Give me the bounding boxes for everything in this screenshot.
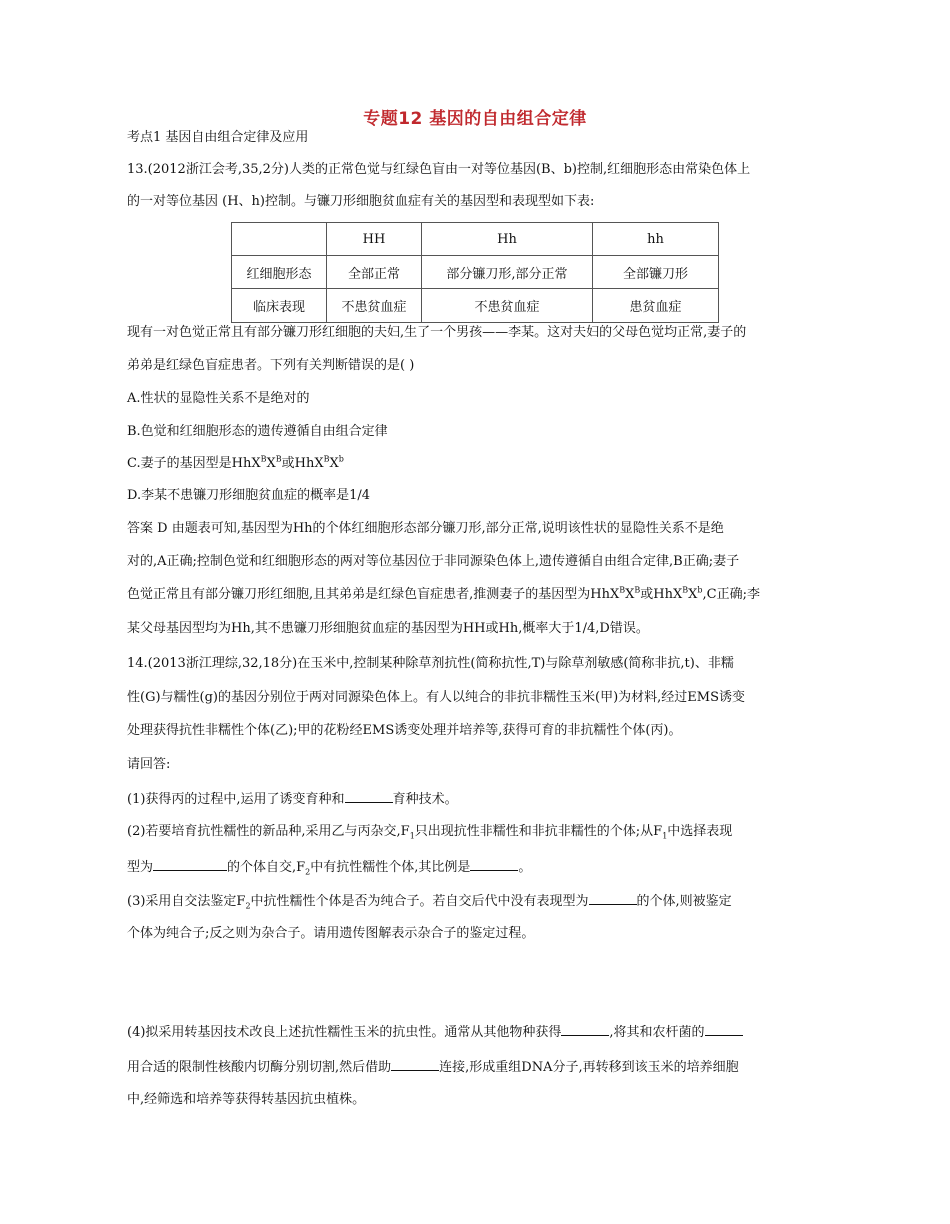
table-cell: HH [327, 223, 422, 256]
table-cell: 部分镰刀形,部分正常 [422, 256, 593, 289]
table-cell: 红细胞形态 [232, 256, 327, 289]
page-title: 专题12 基因的自由组合定律 [363, 109, 587, 129]
q14-stem-line-3: 处理获得抗性非糯性个体(乙);甲的花粉经EMS诱变处理并培养等,获得可育的非抗糯性个体(丙)。 [127, 723, 682, 738]
q13-stem-line-4: 弟弟是红绿色盲症患者。下列有关判断错误的是( ) [127, 358, 415, 373]
table-cell: Hh [422, 223, 593, 256]
section-heading: 考点1 基因自由组合定律及应用 [127, 130, 309, 145]
table-cell: 不患贫血症 [422, 289, 593, 323]
option-c: C.妻子的基因型是$HhX^BX^B$或$HhX^BX^b$ [127, 454, 344, 471]
answer-line-2: 对的,A正确;控制色觉和红细胞形态的两对等位基因位于非同源染色体上,遗传遵循自由组合定律,B正确;妻子 [127, 554, 740, 569]
q13-stem-line-3: 现有一对色觉正常且有部分镰刀形红细胞的夫妇,生了一个男孩——李某。这对夫妇的父母色觉均正常,妻子的 [127, 325, 747, 340]
answer-blank[interactable] [345, 789, 393, 803]
table-cell: 临床表现 [232, 289, 327, 323]
q14-part-4-line-1: (4)拟采用转基因技术改良上述抗性糯性玉米的抗虫性。通常从其他物种获得 ,将其和农杆菌的 [127, 1022, 743, 1042]
table-cell [232, 223, 327, 256]
table-row [232, 256, 719, 289]
genotype-phenotype-table [231, 222, 719, 323]
answer-line-4: 某父母基因型均为Hh,其不患镰刀形细胞贫血症的基因型为HH或Hh,概率大于1/4,D错误。 [127, 621, 649, 636]
answer-blank[interactable] [561, 1022, 609, 1036]
q13-stem-line-2: 的一对等位基因 (H、h)控制。与镰刀形细胞贫血症有关的基因型和表现型如下表: [127, 194, 595, 209]
option-b: B.色觉和红细胞形态的遗传遵循自由组合定律 [127, 424, 388, 439]
table-cell: 全部镰刀形 [593, 256, 719, 289]
q14-part-3-line-1: (3)采用自交法鉴定$F_2$中抗性糯性个体是否为纯合子。若自交后代中没有表现型为 的个体,则被鉴定 [127, 891, 732, 911]
q14-part-2-line-1: (2)若要培育抗性糯性的新品种,采用乙与丙杂交$,F_1$只出现抗性非糯性和非抗非糯性的个体;从$F_1$中选择表现 [127, 824, 733, 841]
answer-line-3: 色觉正常且有部分镰刀形红细胞,且其弟弟是红绿色盲症患者,推测妻子的基因型为$HhX^BX^B$或$HhX^BX^b,C$正确;李 [127, 585, 760, 602]
table-row [232, 289, 719, 323]
answer-line-1: 答案 D 由题表可知,基因型为Hh的个体红细胞形态部分镰刀形,部分正常,说明该性状的显隐性关系不是绝 [127, 521, 724, 536]
answer-blank[interactable] [391, 1057, 439, 1071]
table-cell: 不患贫血症 [327, 289, 422, 323]
answer-blank[interactable] [153, 857, 227, 871]
q14-part-3-line-2: 个体为纯合子;反之则为杂合子。请用遗传图解表示杂合子的鉴定过程。 [127, 926, 535, 941]
option-a: A.性状的显隐性关系不是绝对的 [127, 391, 310, 406]
answer-blank[interactable] [589, 891, 637, 905]
q14-part-1: (1)获得丙的过程中,运用了诱变育种和 育种技术。 [127, 789, 458, 809]
q14-prompt: 请回答: [127, 757, 171, 772]
option-d: D.李某不患镰刀形细胞贫血症的概率是1/4 [127, 488, 371, 503]
q14-part-4-line-3: 中,经筛选和培养等获得转基因抗虫植株。 [127, 1092, 366, 1107]
q14-stem-line-1: 14.(2013浙江理综,32,18分)在玉米中,控制某种除草剂抗性(简称抗性,T)与除草剂敏感(简称非抗,t)、非糯 [127, 656, 734, 671]
table-cell: hh [593, 223, 719, 256]
q13-stem-line-1: 13.(2012浙江会考,35,2分)人类的正常色觉与红绿色盲由一对等位基因(B、b)控制,红细胞形态由常染色体上 [127, 162, 751, 177]
q14-part-4-line-2: 用合适的限制性核酸内切酶分别切割,然后借助 连接,形成重组DNA分子,再转移到该玉米的培养细胞 [127, 1057, 739, 1077]
answer-blank[interactable] [705, 1022, 743, 1036]
q14-stem-line-2: 性(G)与糯性(g)的基因分别位于两对同源染色体上。有人以纯合的非抗非糯性玉米(甲)为材料,经过EMS诱变 [127, 690, 745, 705]
q14-part-2-line-2: 型为 的个体自交$,F_2$中有抗性糯性个体,其比例是 。 [127, 857, 531, 877]
answer-blank[interactable] [470, 857, 518, 871]
table-cell: 患贫血症 [593, 289, 719, 323]
table-cell: 全部正常 [327, 256, 422, 289]
table-header-row [232, 223, 719, 256]
